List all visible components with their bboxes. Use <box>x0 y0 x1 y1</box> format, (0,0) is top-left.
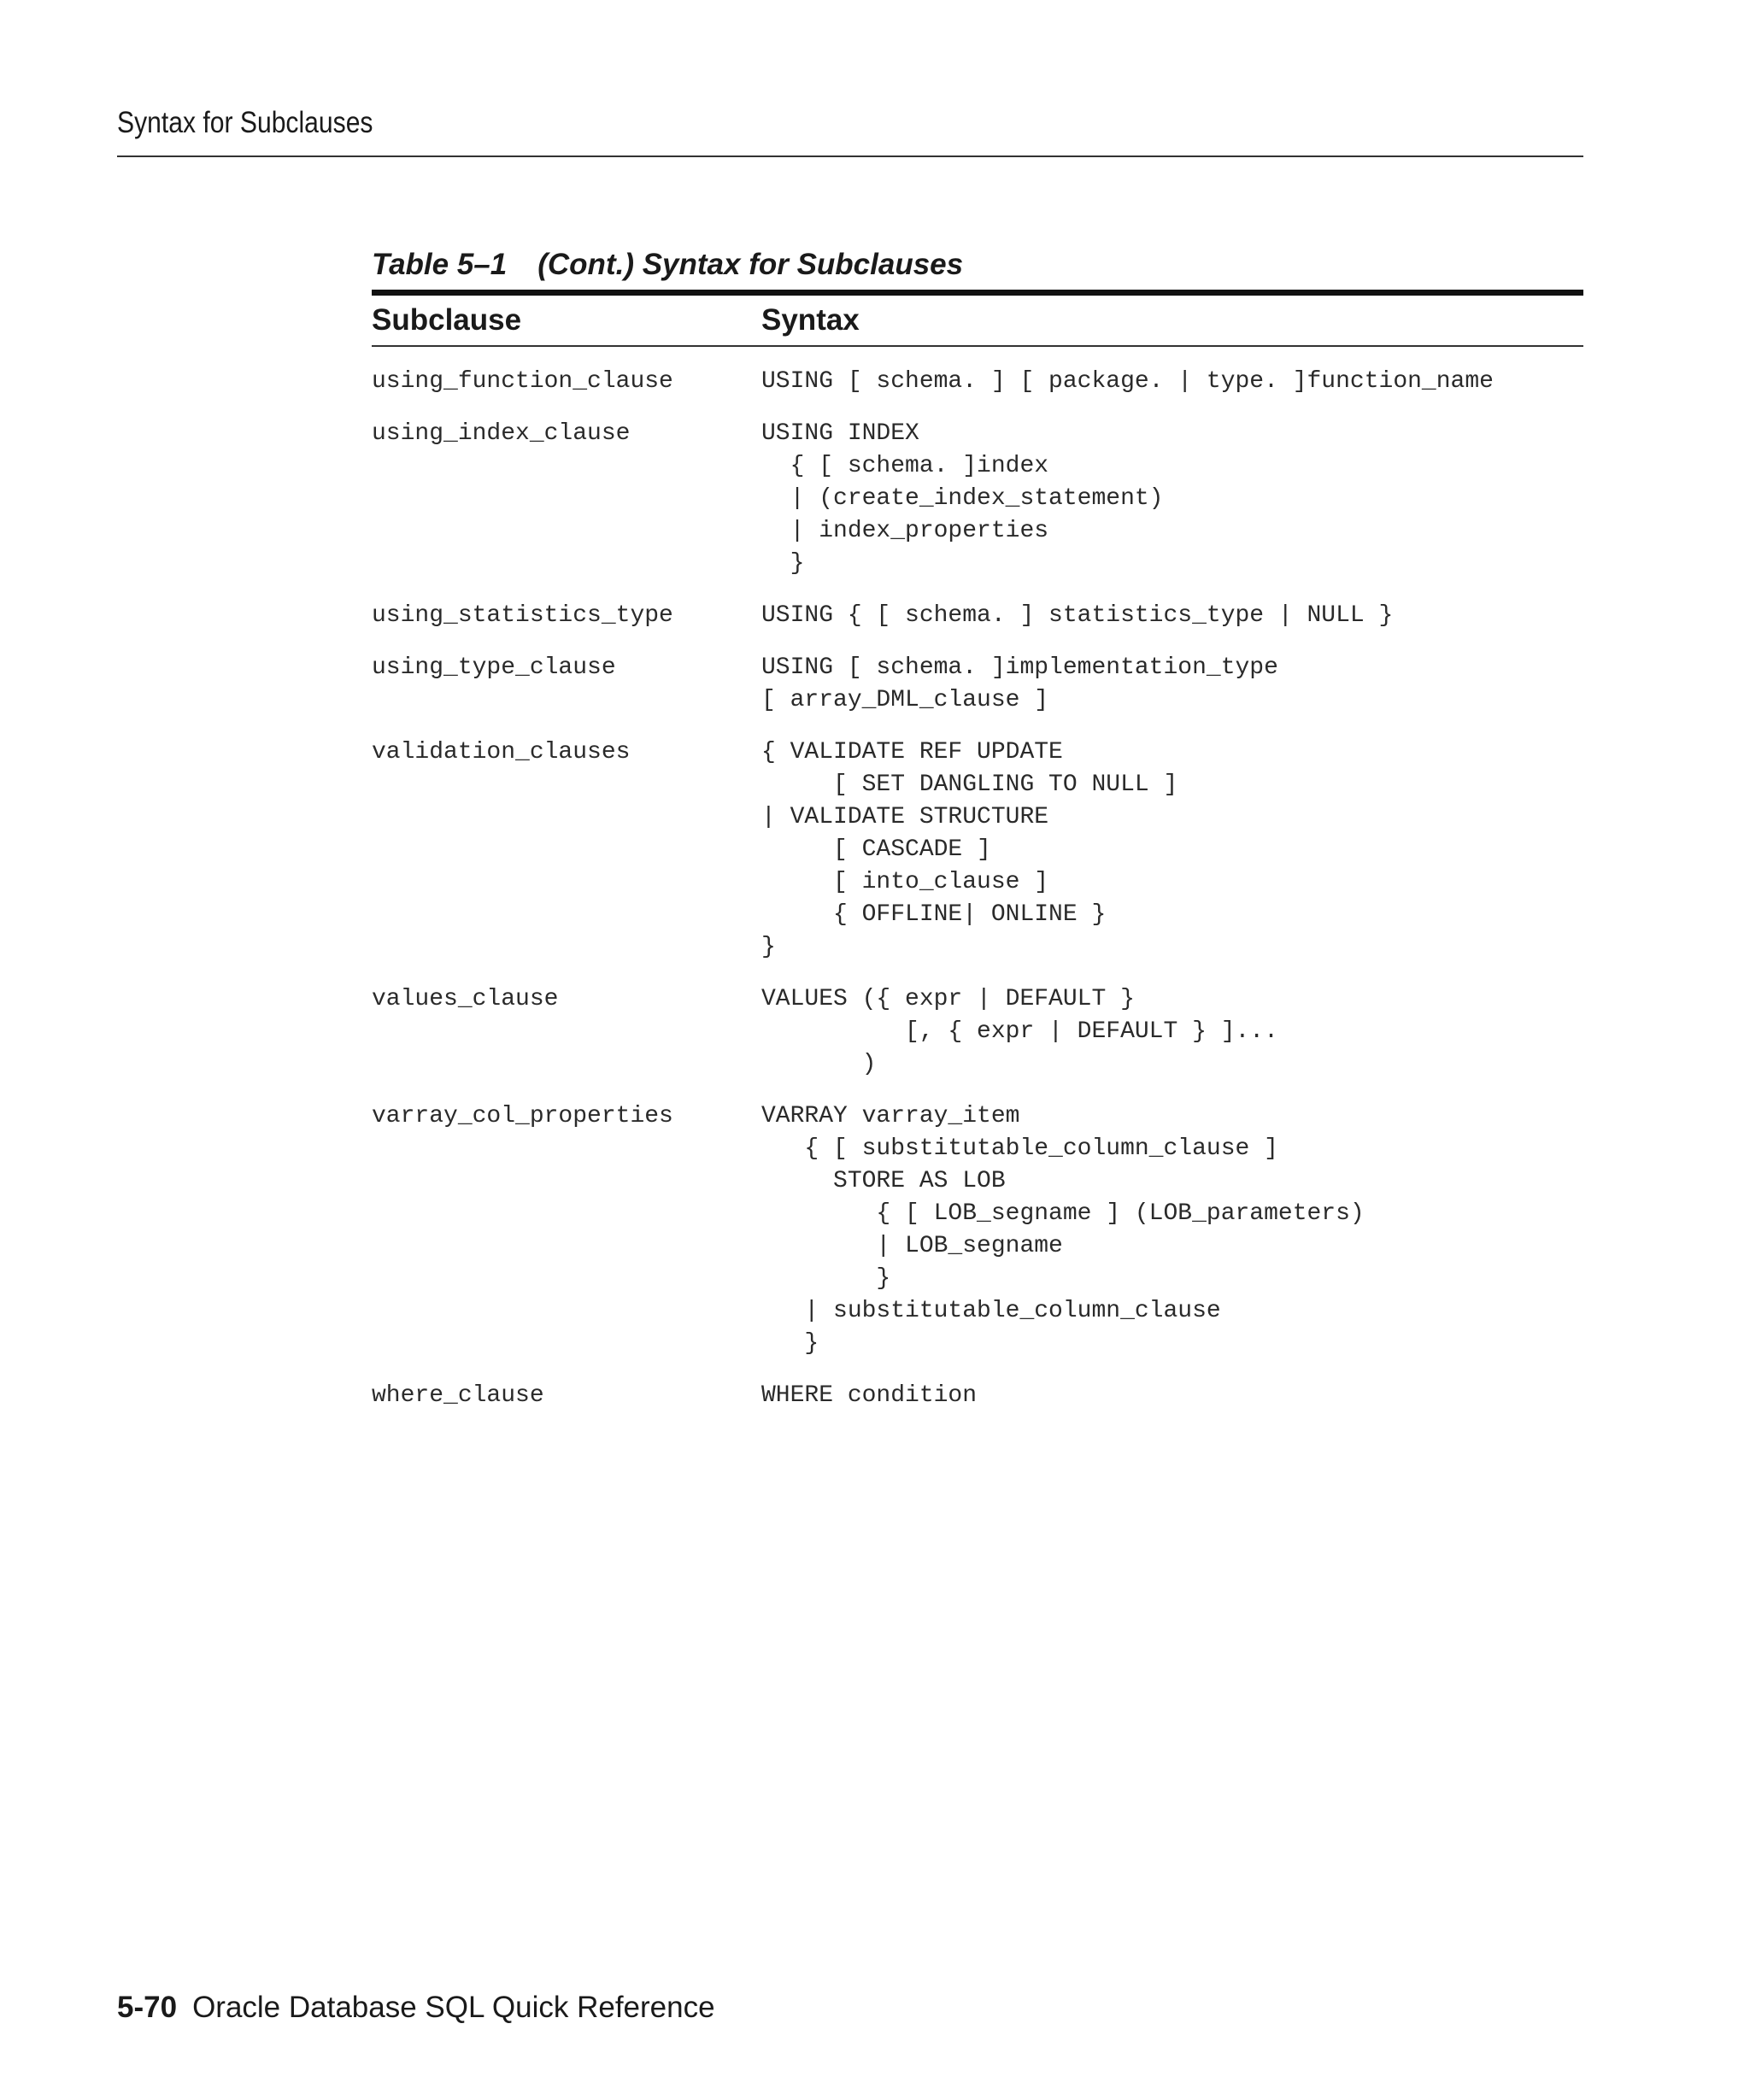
table-header-row <box>372 296 1583 345</box>
syntax-text: VALUES ({ expr | DEFAULT } [, { expr | DEFAULT } ]... ) <box>761 986 1278 1077</box>
syntax-text: { VALIDATE REF UPDATE [ SET DANGLING TO NULL ] | VALIDATE STRUCTURE [ CASCADE ] [ into_clause ] { OFFLINE| ONLINE } } <box>761 739 1178 960</box>
header-rule <box>117 155 1583 157</box>
table-row <box>372 366 1583 398</box>
syntax-text: USING { [ schema. ] statistics_type | NULL } <box>761 602 1394 629</box>
syntax-text: WHERE condition <box>761 1382 978 1409</box>
table-row <box>372 600 1583 632</box>
subclause-name: using_statistics_type <box>372 602 673 629</box>
syntax-text: USING [ schema. ] [ package. | type. ]function_name <box>761 368 1494 395</box>
syntax-text: VARRAY varray_item { [ substitutable_column_clause ] STORE AS LOB { [ LOB_segname ] (LOB_parameters) | LOB_segname } | substitutable_column_clause } <box>761 1103 1365 1357</box>
book-title: Oracle Database SQL Quick Reference <box>192 1991 715 2024</box>
table-top-rule <box>372 290 1583 296</box>
table-row <box>372 736 1583 964</box>
page-footer <box>117 1991 715 2025</box>
table-row <box>372 1100 1583 1360</box>
table-body <box>372 347 1583 1412</box>
table-row <box>372 418 1583 580</box>
syntax-table <box>372 243 1583 1432</box>
table-label: Table 5–1 <box>372 248 508 281</box>
table-row <box>372 983 1583 1081</box>
subclause-name: using_type_clause <box>372 654 616 681</box>
subclause-name: values_clause <box>372 986 559 1012</box>
subclause-name: using_function_clause <box>372 368 673 395</box>
column-header-subclause: Subclause <box>372 303 522 337</box>
subclause-name: using_index_clause <box>372 420 631 447</box>
table-row <box>372 1380 1583 1412</box>
subclause-name: varray_col_properties <box>372 1103 673 1129</box>
table-title <box>372 243 1583 287</box>
table-row <box>372 652 1583 717</box>
running-header: Syntax for Subclauses <box>117 106 373 139</box>
subclause-name: where_clause <box>372 1382 544 1409</box>
syntax-text: USING INDEX { [ schema. ]index | (create_index_statement) | index_properties } <box>761 420 1164 577</box>
subclause-name: validation_clauses <box>372 739 631 766</box>
syntax-text: USING [ schema. ]implementation_type [ array_DML_clause ] <box>761 654 1278 713</box>
column-header-syntax: Syntax <box>761 303 860 337</box>
table-caption: (Cont.) Syntax for Subclauses <box>537 248 964 281</box>
page-number: 5-70 <box>117 1991 178 2024</box>
